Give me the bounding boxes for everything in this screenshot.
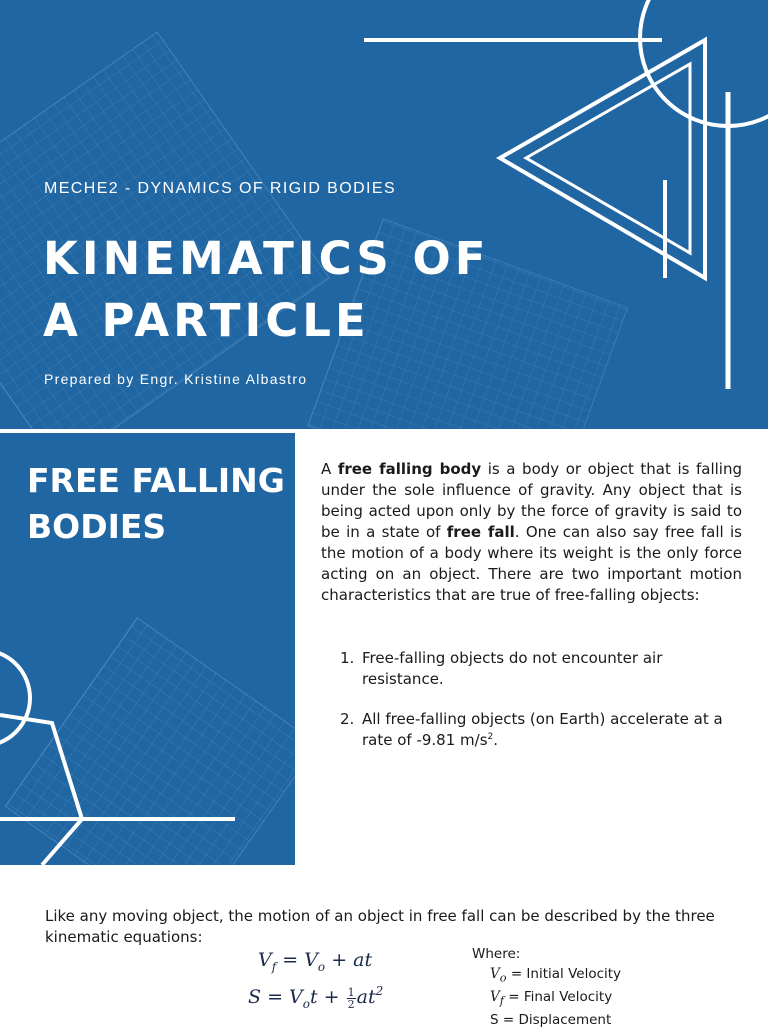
section-heading xyxy=(27,458,285,550)
list-text: All free-falling objects (on Earth) accelerate at a rate of -9.81 m/s xyxy=(362,710,723,749)
eq-term: t + xyxy=(310,986,346,1008)
fraction xyxy=(347,987,356,1010)
definition-symbol: V xyxy=(490,988,500,1005)
definition-subscript: o xyxy=(499,971,507,985)
variable-legend xyxy=(472,945,621,1030)
page-title xyxy=(43,228,490,352)
list-item xyxy=(340,709,740,751)
paragraph-text: A xyxy=(321,460,338,478)
eq-subscript: o xyxy=(302,996,310,1011)
term-free-fall: free fall xyxy=(446,523,515,541)
eq-symbol: S xyxy=(248,986,262,1008)
title-line-1: KINEMATICS OF xyxy=(43,232,490,285)
definition-row xyxy=(472,988,621,1011)
eq-exponent: 2 xyxy=(375,984,384,998)
list-item xyxy=(340,648,740,690)
title-slide xyxy=(0,0,768,429)
definition-paragraph xyxy=(321,459,742,606)
heading-line-1: FREE FALLING xyxy=(27,461,285,500)
definition-subscript: f xyxy=(499,994,504,1008)
eq-symbol: V xyxy=(289,986,303,1008)
eq-subscript: o xyxy=(317,959,326,974)
paragraph-text: is a body or object that is falling under the sole influence of gravity. Any object that is being acted upon only by the force of gravity is said to be in a state of xyxy=(321,460,742,541)
paragraph-text: . One can also say free fall is the motion of a body where its weight is the only force acting on an object. There are two important motion characteristics that are true of free-falling objects: xyxy=(321,523,742,604)
definition-text: = Initial Velocity xyxy=(506,965,622,982)
equation-final-velocity xyxy=(258,949,372,974)
intro-text: Like any moving object, the motion of an object in free fall can be described by the three kinematic equations: xyxy=(45,907,715,946)
section-panel xyxy=(0,433,295,865)
list-text: Free-falling objects do not encounter air resistance. xyxy=(362,649,663,688)
definition-row xyxy=(472,965,621,988)
eq-term: + at xyxy=(325,949,373,971)
author-line: Prepared by Engr. Kristine Albastro xyxy=(44,371,308,387)
exponent: 2 xyxy=(487,732,494,742)
circle-outline xyxy=(0,650,30,746)
eq-operator: = xyxy=(261,986,290,1008)
eq-symbol: V xyxy=(304,949,318,971)
definition-row xyxy=(472,1011,621,1030)
characteristics-list xyxy=(340,648,740,770)
eq-symbol: V xyxy=(258,949,272,971)
list-number: 1. xyxy=(340,649,355,667)
eq-subscript: f xyxy=(271,959,277,974)
geometric-decoration xyxy=(0,0,768,429)
title-line-2: A PARTICLE xyxy=(43,294,370,347)
definition-text: = Displacement xyxy=(498,1011,612,1028)
fraction-numerator: 1 xyxy=(347,985,355,999)
list-text-end: . xyxy=(493,731,499,749)
definition-symbol: S xyxy=(490,1011,499,1028)
term-free-falling-body: free falling body xyxy=(337,460,482,478)
where-label: Where: xyxy=(472,946,521,962)
list-number: 2. xyxy=(340,710,355,728)
eq-term: at xyxy=(356,986,376,1008)
heading-line-2: BODIES xyxy=(27,507,167,546)
fraction-denominator: 2 xyxy=(347,997,355,1011)
definition-text: = Final Velocity xyxy=(503,988,613,1005)
definition-symbol: V xyxy=(490,965,500,982)
equation-displacement xyxy=(248,986,383,1011)
course-subtitle: MECHE2 - DYNAMICS OF RIGID BODIES xyxy=(44,180,397,197)
grid-pattern xyxy=(5,618,295,865)
eq-operator: = xyxy=(276,949,305,971)
